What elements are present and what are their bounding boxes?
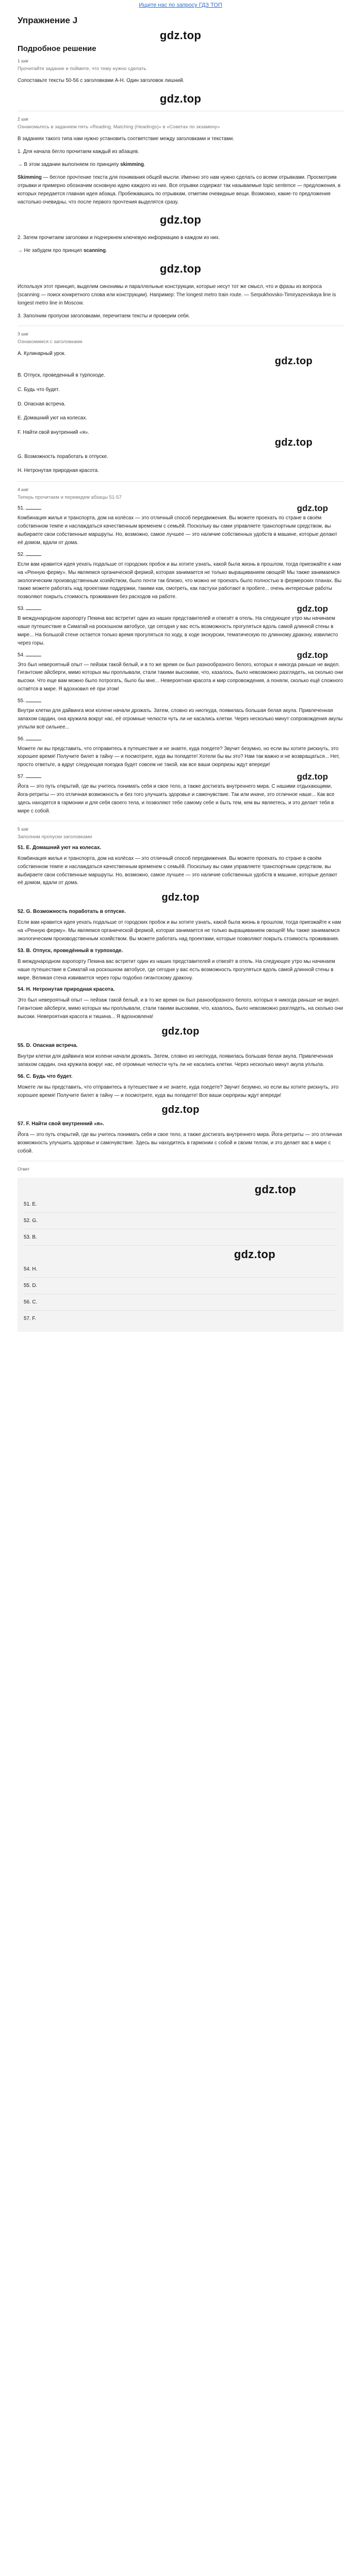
- passage-number: 56.: [18, 736, 343, 742]
- passage-number: 51. gdz.top: [18, 503, 328, 514]
- term: scanning: [83, 248, 106, 254]
- passage-number: 53. gdz.top: [18, 604, 328, 614]
- answer-row: 53. B.: [24, 1229, 337, 1246]
- text-fragment: .: [144, 162, 145, 168]
- passage-number: 55.: [18, 698, 343, 704]
- text-fragment: — беглое прочтение текста для понимания общей мысли. Именно это нам нужно сделать со всеми отрывками. Просмотрим отрывки и примерно обозначим основную идею каждого из них. Все отрывки содержат так называемые topic sentence — предложения, в которых передается главная идея абзаца. Пробежавшись по отрывкам, отметим очевидные вещи. Возможно, какие-то предложения настолько очевидны, что после первого прочтения выделятся сразу.: [18, 174, 341, 205]
- divider: [18, 481, 343, 482]
- brand-watermark: gdz.top: [161, 1104, 200, 1116]
- solved-heading: 56. C. Будь что будет.: [18, 1073, 73, 1079]
- solved-passage-51: [18, 845, 343, 887]
- solved-passage-57: [18, 1121, 343, 1156]
- step-label: 2 шаг: [18, 116, 29, 122]
- passage-52: [18, 552, 343, 601]
- brand-watermark: gdz.top: [297, 604, 328, 614]
- term: Skimming: [18, 174, 42, 180]
- brand-watermark: gdz.top: [274, 355, 313, 367]
- solved-passage-54: [18, 987, 343, 1021]
- passage-text: Йога — это путь открытий, где вы учитесь понимать себя и свое тело, а также достигать внутреннего мира. С нашими отдыхающими, йога-ретриты — это отличная возможность и без того улучшить здоровье и самочувствие. Так или иначе, это отличное наше... Как все здесь находятся в гармонии и для себя своего тела, и позволяют тебе самому себе и быть тем, кем вы являетесь, и это делает тебя в мире с собой.: [18, 784, 335, 814]
- passage-text: Внутри клетки для дайвинга мои колени начали дрожать. Затем, словно из ниоткуда, появилась большая белая акула. Привлеченная запахом сардин, она кружила вокруг нас, её огромные челюсти чуть ли не касались клетки. Через несколько минут сопровождения акулы уплыли всё сильнее...: [18, 708, 343, 730]
- answer-row: 54. H.: [24, 1261, 337, 1278]
- headings-list: [18, 350, 343, 475]
- solved-heading: 55. D. Опасная встреча.: [18, 1043, 78, 1049]
- answer-row: 55. D.: [24, 1278, 337, 1294]
- step-instruction: Ознакомьтесь в заданием пять «Reading, Matching (Headings)» в «Советах по экзамену»: [18, 124, 220, 130]
- passage-number: 57. gdz.top: [18, 772, 328, 782]
- paragraph: Сопоставьте тексты 50-56 с заголовками A-H. Один заголовок лишний.: [18, 78, 185, 84]
- heading-option: C. Будь что будет.: [18, 387, 60, 393]
- brand-watermark: gdz.top: [159, 213, 202, 227]
- passage-56: [18, 736, 343, 770]
- paragraph: 1. Для начала бегло прочитаем каждый из абзацев.: [18, 149, 139, 155]
- answer-label: Ответ: [18, 1166, 30, 1172]
- passage-54: [18, 652, 343, 693]
- passage-number: 54. gdz.top: [18, 650, 328, 660]
- passage-57: [18, 774, 343, 815]
- solved-passage-53: [18, 948, 343, 982]
- text-fragment: → Не забудем про принцип: [18, 248, 84, 254]
- step-instruction: Заполним пропуски заголовками: [18, 834, 92, 840]
- answer-row: 51. E.: [24, 1196, 337, 1213]
- brand-watermark: gdz.top: [297, 650, 328, 660]
- step-3: [18, 331, 343, 476]
- step-label: 3 шаг: [18, 331, 29, 336]
- passage-text: В международном аэропорту Пекина вас встретит один из наших представителей и отвезёт в отель. На следующее утро мы начинаем наше путешествие в Симатай на роскошном автобусе, где сегодня у вас есть возможность прогуляться вдоль самой длинной стены в мире... На большой стене остается только время прогуляться по ходу, в ходе экскурсии, тематическую по длинному дракону, извилисто через горы.: [18, 616, 338, 646]
- step-2: [18, 116, 343, 320]
- text-fragment: .: [105, 248, 107, 254]
- step-instruction: Ознакомимся с заголовками: [18, 338, 83, 345]
- solved-heading: 57. F. Найти свой внутренний «я».: [18, 1121, 104, 1127]
- answer-row: 56. C.: [24, 1294, 337, 1311]
- passage-text: Комбинация жилья и транспорта, дом на колёсах — это отличный способ передвижения. Вы можете проехать по стране в своём собственном темпе и наслаждаться качественным временем с семьёй. Поскольку вы сами управляете транспортным средством, вы выбираете свои собственные маршруты. Но, возможно, самое лучшее — это наличие собственных удобств в машине, которые делают её домом, вдали от дома.: [18, 515, 337, 546]
- paragraph: Используя этот принцип, выделим синонимы и параллельные конструкции, которые несут тот же смысл, что и фразы из вопроса (scanning — поиск конкретного слова или конструкции). Например: The longest metro train route. — Serpukhovsko-Timiryazevskaya line is longest metro line in Moscow.: [18, 284, 336, 306]
- brand-watermark: gdz.top: [297, 772, 328, 782]
- step-label: 1 шаг: [18, 58, 29, 63]
- term: skimming: [120, 162, 144, 168]
- brand-watermark: gdz.top: [159, 29, 202, 42]
- brand-watermark: gdz.top: [159, 92, 202, 106]
- answer-section: [18, 1166, 343, 1332]
- paragraph: 3. Заполним пропуски заголовками, перечитаем тексты и проверим себя.: [18, 313, 190, 319]
- passage-text: Это был невероятный опыт — пейзаж такой белый, и в то же время он был разнообразного белого, которых я никогда раньше не видел. Гигантские айсберги, мимо которых мы проплывали, стали такими высокими, что, казалось, было невозможно разглядеть, на сколько они высоки. Невероятная красота и тишина... Я вдохновлена!: [18, 997, 343, 1020]
- solved-passage-56: [18, 1074, 343, 1100]
- solved-heading: 53. B. Отпуск, проведённый в турпоходе.: [18, 947, 123, 954]
- paragraph: [18, 174, 343, 206]
- passage-55: [18, 698, 343, 732]
- heading-option: D. Опасная встреча.: [18, 401, 66, 407]
- step-instruction: Прочитайте задание и поймите, что тему нужно сделать.: [18, 66, 147, 72]
- paragraph: [18, 161, 343, 169]
- paragraph: 2. Затем прочитаем заголовки и подчеркнем ключевую информацию в каждом из них.: [18, 235, 220, 241]
- step-label: 5 шаг: [18, 826, 29, 832]
- solved-heading: 54. H. Нетронутая природная красота.: [18, 987, 115, 993]
- heading-option: B. Отпуск, проведенный в турпоходе.: [18, 372, 105, 379]
- paragraph: В заданиях такого типа нам нужно установить соответствие между заголовками и текстами.: [18, 136, 234, 142]
- answer-box: [18, 1178, 343, 1332]
- passage-number: 52.: [18, 552, 343, 557]
- solved-heading: 51. E. Домашний уют на колесах.: [18, 844, 102, 851]
- brand-watermark: gdz.top: [161, 892, 200, 904]
- passage-text: Это был невероятный опыт — пейзаж такой белый, и в то же время он был разнообразного белого, которых я никогда раньше не видел. Гигантские айсберги, мимо которых мы проплывали, стали такими высокими, что, казалось, было невозможно разглядеть, на сколько они высоки. Что еще вам можно было потрогать, было бы мне... Невероятная красота и мир сопровождения, а поняли, сколько ещё сложного остаётся в мире. Я вдохновил её при этом!: [18, 662, 343, 692]
- passage-text: Внутри клетки для дайвинга мои колени начали дрожать. Затем, словно из ниоткуда, появилась большая белая акула. Привлеченная запахом сардин, она кружила вокруг нас, её огромные челюсти чуть ли не касались клетки. Через несколько минут акула уплыла.: [18, 1054, 333, 1067]
- brand-watermark: gdz.top: [274, 436, 313, 448]
- answer-blank: [26, 555, 41, 556]
- passage-text: Можете ли вы представить, что отправитесь в путешествие и не знаете, куда поедете? Звучит безумно, но если вы хотите рискнуть, это хорошее время! Получите билет в тайну — и посмотрите, куда вы попадете! Хотели бы вы это? Нам так важно и не возвращаться... Нет, просто ответьте, а вдруг следующая поездка будет совсем не такой, как все ваши сюрпризы ждут впереди!: [18, 745, 340, 768]
- answer-row: 52. G.: [24, 1213, 337, 1229]
- heading-option: F. Найти свой внутренний «я».: [18, 430, 89, 436]
- solved-passage-55: [18, 1043, 343, 1069]
- brand-watermark: gdz.top: [254, 1183, 296, 1196]
- section-title: Подробное решение: [18, 44, 96, 53]
- solved-heading: 52. G. Возможность поработать в отпуске.: [18, 909, 126, 915]
- passage-text: Комбинация жилья и транспорта, дом на колёсах — это отличный способ передвижения. Вы можете проехать по стране в своём собственном темпе и наслаждаться качественным временем с семьёй. Поскольку вы сами управляете транспортным средством, вы выбираете свои собственные маршруты. Но, возможно, самое лучшее — это наличие собственных удобств в машине, которые делают её домом, вдали от дома.: [18, 855, 337, 886]
- brand-watermark: gdz.top: [161, 1026, 200, 1038]
- passage-53: [18, 606, 343, 647]
- brand-watermark: gdz.top: [234, 1248, 275, 1261]
- step-1: [18, 58, 343, 85]
- passage-text: В международном аэропорту Пекина вас встретит один из наших представителей и отвезёт в отель. На следующее утро мы начинаем наше путешествие в Симатай на роскошном автобусе, где сегодня у вас есть возможность прогуляться вдоль самой длинной стены в мире. Великая стена извивается через горы подобно гигантскому дракону.: [18, 958, 335, 981]
- top-search-link[interactable]: Ищите нас по запросу ГДЗ ТОП: [139, 2, 222, 8]
- step-5: [18, 826, 343, 1156]
- answer-row: 57. F.: [24, 1316, 36, 1322]
- exercise-title: Упражнение J: [18, 15, 78, 25]
- answer-blank: [26, 609, 41, 610]
- text-fragment: → В этом задании выполняем по принципу: [18, 162, 121, 168]
- passage-text: Если вам нравится идея уехать подальше от городских пробок и вы хотите узнать, какой была жизнь в прошлом, тогда приезжайте к нам на «Ренную ферму». Мы являемся органической фермой, которая занимается не только выращиванием овощей! Мы также занимаемся экологическим производственным хозяйством, было почти так близко, что можно не проехать было полностью в фермерских планах. Вы также можете работать над проектами поддержки, такими как, смотреть, как пастухи работают в пробеге... очень интересные работы позволяют покрыть стоимость проживания без расходов на работе.: [18, 561, 342, 600]
- solved-passage-52: [18, 909, 343, 943]
- heading-option: E. Домашний уют на колесах.: [18, 415, 87, 421]
- heading-option: H. Нетронутая природная красота.: [18, 468, 99, 474]
- answer-blank: [26, 509, 41, 510]
- answer-blank: [26, 777, 41, 778]
- heading-option: G. Возможность поработать в отпуске.: [18, 453, 108, 460]
- step-label: 4 шаг: [18, 487, 29, 493]
- brand-watermark: gdz.top: [159, 262, 202, 276]
- passage-text: Йога — это путь открытий, где вы учитесь понимать себя и свое тело, а также достигать внутреннего мира. Йога-ретриты — это отличная возможность улучшить здоровье и самочувствие. Здесь вы находитесь в гармонии с собой и своим телом, и это делает вас в мире с собой.: [18, 1132, 342, 1155]
- step-4: [18, 487, 343, 815]
- paragraph: [18, 247, 343, 255]
- top-search-hint: [0, 0, 361, 8]
- passage-51: [18, 505, 343, 547]
- step-instruction: Теперь прочитаем и переведем абзацы 51-57: [18, 495, 122, 501]
- brand-watermark: gdz.top: [297, 503, 328, 514]
- passage-text: Если вам нравится идея уехать подальше от городских пробок и вы хотите узнать, какой была жизнь в прошлом, тогда приезжайте к нам на «Ренную ферму». Мы являемся органической фермой, которая занимается не только выращиванием овощей! Мы также занимаемся экологическим производственным хозяйством. Вы можете работать над проектами, которые позволяют покрыть стоимость проживания.: [18, 920, 341, 942]
- heading-option: A. Кулинарный урок.: [18, 350, 66, 357]
- passage-text: Можете ли вы представить, что отправитесь в путешествие и не знаете, куда поедете? Звучит безумно, но если вы хотите рискнуть, это хорошее время! Получите билет в тайну — и посмотрите, куда вы попадете! Все ваши сюрпризы ждут впереди!: [18, 1084, 339, 1098]
